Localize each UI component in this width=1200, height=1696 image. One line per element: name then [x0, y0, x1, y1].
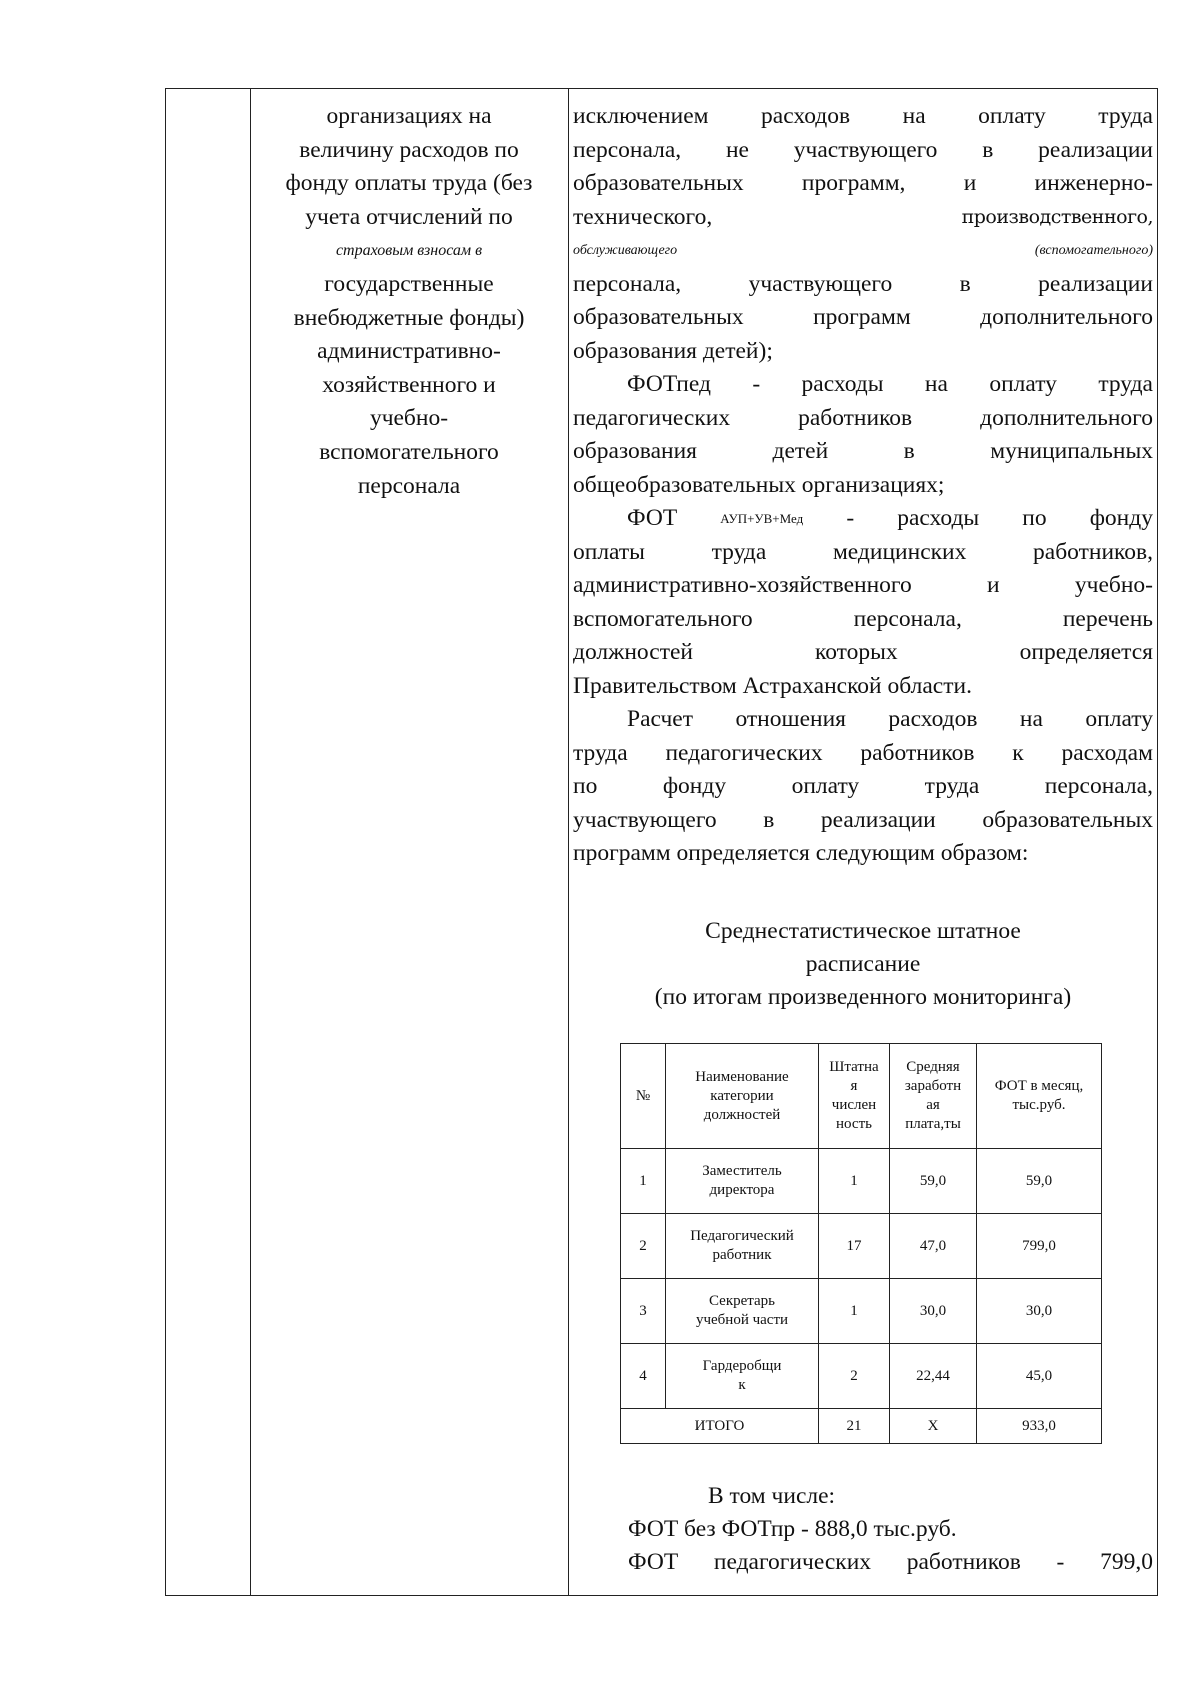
word: работников [798, 404, 913, 431]
text-line [573, 536, 1153, 570]
fot-pedagogical [628, 1546, 1153, 1579]
text-line [573, 368, 1153, 402]
column-divider-1 [250, 88, 251, 1596]
word: 799,0 [1100, 1549, 1153, 1575]
word: исключением [573, 103, 709, 129]
cell-text: 59,0 [1025, 1172, 1053, 1189]
cell-text: 1 [850, 1172, 858, 1189]
word: технического, [573, 203, 713, 230]
table-cell [890, 1344, 977, 1409]
staff-schedule-table [620, 1043, 1102, 1444]
word: педагогических [713, 1549, 872, 1575]
cell-text: 30,0 [1025, 1302, 1053, 1319]
table-header-row [621, 1044, 1102, 1149]
table-cell [890, 1279, 977, 1344]
word: расходов [888, 706, 978, 732]
text-line [573, 167, 1153, 201]
word: педагогических [665, 739, 823, 766]
text-line [573, 402, 1153, 436]
table-row [621, 1149, 1102, 1214]
header-text-line: № [635, 1087, 651, 1104]
text-line: внебюджетные фонды) [293, 304, 525, 331]
word: Расчет [627, 706, 693, 732]
text-line: образования детей); [573, 337, 773, 364]
text-line: государственные [324, 270, 494, 297]
table-cell [819, 1344, 890, 1409]
word: работников [860, 739, 975, 766]
cell-text: 45,0 [1025, 1367, 1053, 1384]
word: труда [573, 739, 628, 766]
word: производственного, [961, 205, 1153, 228]
table-cell [819, 1279, 890, 1344]
text-line [573, 268, 1153, 302]
word: которых [814, 639, 898, 665]
word: и [987, 572, 1000, 598]
word: участвующего [793, 136, 938, 163]
text-line [573, 100, 1153, 134]
text-line: фонду оплаты труда (без [285, 170, 533, 197]
word: работников, [1033, 538, 1153, 565]
heading-line: Среднестатистическое штатное [705, 918, 1021, 944]
header-text-line: я [850, 1078, 858, 1094]
word: инженерно- [1034, 170, 1153, 196]
table-cell [977, 1279, 1102, 1344]
heading-line: расписание [805, 951, 921, 977]
cell-text: 30,0 [919, 1302, 947, 1319]
text-line [573, 134, 1153, 168]
word: образовательных [573, 304, 744, 330]
text-line [573, 502, 1153, 536]
text-line [573, 770, 1153, 804]
header-text-line: ая [926, 1097, 940, 1113]
header-text-line: плата,ты [905, 1116, 961, 1132]
word: дополнительного [980, 404, 1153, 431]
cell-text: к [738, 1377, 746, 1393]
text-line: вспомогательного [319, 438, 499, 465]
word: образования [573, 438, 697, 464]
word: определяется [1019, 639, 1153, 665]
word: учебно- [1074, 572, 1153, 598]
word: участвующего [573, 806, 717, 833]
word: реализации [1038, 270, 1153, 297]
text-line [573, 234, 1153, 268]
column-header [819, 1044, 890, 1149]
description-cell [573, 100, 1153, 871]
word: фонду [662, 773, 727, 799]
word: педагогических [573, 404, 731, 431]
total-cell: Х [890, 1409, 977, 1444]
word: образовательных [982, 806, 1153, 833]
table-cell [666, 1149, 819, 1214]
cell-text: 3 [639, 1302, 647, 1319]
word: фонду [1089, 505, 1153, 531]
word: ФОТ [628, 1549, 679, 1575]
fot-without-pr: ФОТ без ФОТпр - 888,0 тыс.руб. [628, 1516, 957, 1542]
word: ФОТ [627, 505, 678, 531]
word: - [846, 505, 855, 531]
column-divider-2 [568, 88, 569, 1596]
word: программ [813, 304, 911, 330]
word: оплаты [573, 538, 645, 565]
header-text-line: заработн [904, 1078, 962, 1094]
heading-line: (по итогам произведенного мониторинга) [654, 984, 1072, 1010]
header-text-line: ФОТ в месяц, [994, 1078, 1084, 1094]
word: - [1056, 1549, 1065, 1575]
word: перечень [1062, 605, 1153, 632]
table-cell [621, 1344, 666, 1409]
word: труда [924, 773, 980, 799]
word: на [1019, 706, 1043, 732]
text-line: административно- [317, 338, 501, 365]
column-header [621, 1044, 666, 1149]
cell-text: Гардеробщи [702, 1358, 782, 1374]
header-text-line: числен [831, 1097, 877, 1113]
word: персонала, [573, 136, 682, 163]
text-line [573, 737, 1153, 771]
cell-text: учебной части [695, 1312, 789, 1328]
text-line: учета отчислений по [305, 203, 513, 230]
word: в [763, 806, 775, 833]
word: - [752, 371, 761, 397]
word: реализации [820, 806, 936, 833]
word: оплату [791, 773, 860, 799]
text-line: организациях на [326, 103, 492, 129]
column-header [890, 1044, 977, 1149]
word: реализации [1038, 136, 1153, 163]
header-text-line: ность [836, 1116, 872, 1132]
text-line [573, 804, 1153, 838]
word: вспомогательного [573, 605, 753, 632]
table-cell [977, 1344, 1102, 1409]
word: по [573, 773, 598, 799]
cell-text: 1 [850, 1302, 858, 1319]
table-row [621, 1344, 1102, 1409]
header-text-line: категории [710, 1087, 774, 1104]
text-line [573, 301, 1153, 335]
word: образовательных [573, 170, 744, 196]
cell-text: 2 [639, 1237, 647, 1254]
cell-text: работник [712, 1247, 772, 1263]
table-cell [621, 1279, 666, 1344]
table-cell [977, 1214, 1102, 1279]
cell-text: 47,0 [919, 1237, 947, 1254]
table-cell [819, 1214, 890, 1279]
word: программ, [801, 170, 906, 196]
word: труда [1098, 371, 1153, 397]
word: обслуживающего [573, 243, 678, 258]
header-text-line: Наименование [695, 1068, 789, 1085]
table-cell [666, 1279, 819, 1344]
table-row [621, 1214, 1102, 1279]
cell-text: Секретарь [708, 1293, 776, 1309]
text-line: Правительством Астраханской области. [573, 672, 972, 699]
header-text-line: должностей [703, 1106, 781, 1123]
cell-text: 22,44 [916, 1367, 950, 1384]
table-cell [890, 1149, 977, 1214]
text-line: величину расходов по [299, 136, 519, 163]
total-cell: 933,0 [977, 1409, 1102, 1444]
cell-text: 799,0 [1022, 1237, 1056, 1254]
total-row [621, 1409, 1102, 1444]
table-heading [573, 915, 1153, 1014]
word: муниципальных [990, 438, 1153, 464]
table-cell [666, 1214, 819, 1279]
header-text-line: Штатна [829, 1059, 879, 1075]
word: в [982, 136, 994, 163]
word: по [1022, 505, 1047, 531]
word: (вспомогательного) [1034, 243, 1153, 258]
text-line: общеобразовательных организациях; [573, 471, 945, 498]
text-line: учебно- [369, 405, 449, 432]
text-line [573, 435, 1153, 469]
table-cell [621, 1214, 666, 1279]
text-line: программ определяется следующим образом: [573, 840, 1029, 866]
text-line [573, 569, 1153, 603]
table-cell [977, 1149, 1102, 1214]
column-header [666, 1044, 819, 1149]
totals-text [628, 1480, 1153, 1579]
cell-text: директора [709, 1182, 775, 1198]
text-line: страховым взносам в [335, 242, 483, 260]
header-text-line: тыс.руб. [1012, 1097, 1066, 1113]
word: труда [1098, 103, 1153, 129]
table-cell [819, 1149, 890, 1214]
word: в [959, 270, 971, 297]
cell-text: 1 [639, 1172, 647, 1189]
text-line [573, 703, 1153, 737]
word: дополнительного [980, 304, 1153, 330]
including-label: В том числе: [708, 1483, 836, 1509]
word: персонала, [853, 605, 962, 632]
word: АУП+УВ+Мед [720, 511, 804, 526]
cell-text: 4 [639, 1367, 647, 1384]
word: детей [772, 438, 829, 464]
word: медицинских [832, 538, 967, 565]
word: персонала, [573, 270, 682, 297]
word: оплату [978, 103, 1046, 129]
word: работников [906, 1549, 1021, 1575]
word: должностей [573, 639, 693, 665]
table-cell [890, 1214, 977, 1279]
word: расходы [801, 371, 884, 397]
text-line: персонала [357, 472, 461, 499]
word: и [963, 170, 977, 196]
word: ФОТпед [627, 371, 711, 397]
text-line [573, 201, 1153, 235]
total-cell: ИТОГО [621, 1409, 819, 1444]
column-header [977, 1044, 1102, 1149]
word: участвующего [748, 270, 893, 297]
cell-text: Педагогический [690, 1228, 794, 1244]
cell-text: 17 [846, 1237, 862, 1254]
table-cell [666, 1344, 819, 1409]
word: административно-хозяйственного [573, 572, 912, 598]
word: оплату [1085, 706, 1153, 732]
word: расходы [897, 505, 980, 531]
word: в [903, 438, 915, 464]
table-cell [621, 1149, 666, 1214]
word: расходов [761, 103, 851, 129]
cell-text: 2 [850, 1367, 858, 1384]
table-row [621, 1279, 1102, 1344]
text-line [573, 636, 1153, 670]
word: к [1012, 739, 1024, 766]
total-cell: 21 [819, 1409, 890, 1444]
cell-text: 59,0 [919, 1172, 947, 1189]
word: отношения [735, 706, 846, 732]
word: труда [711, 538, 767, 565]
header-text-line: Средняя [906, 1059, 960, 1075]
cell-text: Заместитель [702, 1163, 782, 1179]
text-line [573, 603, 1153, 637]
indicator-name-cell [252, 100, 566, 503]
word: не [725, 136, 749, 163]
word: оплату [989, 371, 1057, 397]
word: расходам [1061, 739, 1153, 766]
text-line: хозяйственного и [322, 371, 496, 398]
word: персонала, [1044, 773, 1153, 799]
word: на [902, 103, 926, 129]
word: на [924, 371, 948, 397]
